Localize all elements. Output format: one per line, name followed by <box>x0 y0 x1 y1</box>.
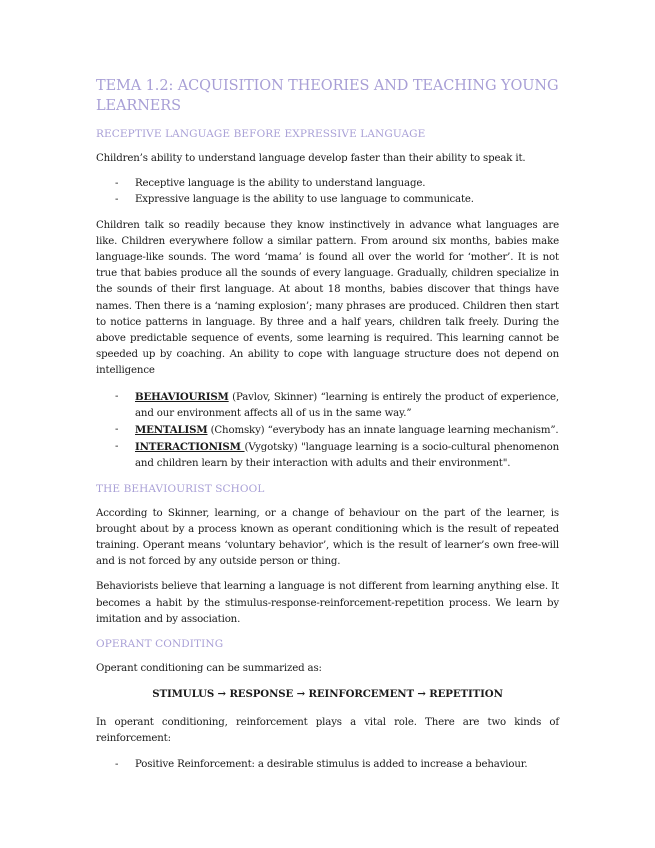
list-item-text: Receptive language is the ability to understand language. <box>135 178 426 190</box>
dash-bullet: - <box>115 390 119 402</box>
list-item <box>96 757 559 773</box>
list-item-text: Expressive language is the ability to use language to communicate. <box>135 194 474 206</box>
dash-bullet: - <box>115 194 119 206</box>
theory-item-interactionism <box>96 439 559 472</box>
reinforcement-list <box>96 757 559 773</box>
section-heading-operant: OPERANT CONDITING <box>96 638 224 651</box>
receptive-paragraph: Children talk so readily because they know instinctively in advance what languages are like. Children everywhere follow a similar pattern. From around six months, babies make language-like sounds. The word ‘mama’ is found all over the world for ‘mother’. It is not true that babies produce all the sounds of every language. Gradually, children specialize in the sounds of their first language. At about 18 months, babies discover that things have names. Then there is a ‘naming explosion’; many phrases are produced. Children then start to notice patterns in language. By three and a half years, children talk freely. During the above predictable sequence of events, some learning is required. This learning cannot be speeded up by coaching. An ability to cope with language structure does not depend on intelligence <box>96 219 559 377</box>
document-title: TEMA 1.2: ACQUISITION THEORIES AND TEACHING YOUNG LEARNERS <box>96 78 559 114</box>
theories-list <box>96 389 559 473</box>
behaviourist-paragraph-1: According to Skinner, learning, or a change of behaviour on the part of the learner, is brought about by a process known as operant conditioning which is the result of repeated training. Operant means ‘voluntary behavior’, which is the result of learner’s own free-will and is not forced by any outside person or thing. <box>96 507 559 568</box>
operant-paragraph: In operant conditioning, reinforcement plays a vital role. There are two kinds of reinforcement: <box>96 717 559 745</box>
list-item-text: Positive Reinforcement: a desirable stimulus is added to increase a behaviour. <box>135 758 528 770</box>
document-page <box>96 76 559 782</box>
theory-item-mentalism <box>96 422 559 439</box>
dash-bullet: - <box>115 424 119 436</box>
dash-bullet: - <box>115 441 119 453</box>
operant-formula: STIMULUS → RESPONSE → REINFORCEMENT → REPETITION <box>152 688 503 701</box>
dash-bullet: - <box>115 178 119 190</box>
behaviourist-paragraph-2: Behaviorists believe that learning a language is not different from learning anything else. It becomes a habit by the stimulus-response-reinforcement-repetition process. We learn by imitation and by association. <box>96 581 559 625</box>
section-heading-receptive: RECEPTIVE LANGUAGE BEFORE EXPRESSIVE LANGUAGE <box>96 128 426 140</box>
section-heading-behaviourist: THE BEHAVIOURIST SCHOOL <box>96 482 265 495</box>
theory-item-behaviourism <box>96 389 559 422</box>
theory-term: MENTALISM <box>135 424 208 437</box>
operant-intro: Operant conditioning can be summarized as: <box>96 663 322 675</box>
theory-description: (Pavlov, Skinner) “learning is entirely the product of experience, and our environment affects all of us in the same way.” <box>135 391 559 419</box>
dash-bullet: - <box>115 758 119 770</box>
theory-term: BEHAVIOURISM <box>135 390 229 403</box>
theory-term: INTERACTIONISM <box>135 441 245 454</box>
list-item <box>96 176 559 192</box>
theory-description: (Chomsky) “everybody has an innate language learning mechanism”. <box>207 425 559 437</box>
receptive-intro: Children’s ability to understand language develop faster than their ability to speak it. <box>96 153 526 164</box>
receptive-bullet-list <box>96 176 559 208</box>
list-item <box>96 192 559 208</box>
theory-description: (Vygotsky) "language learning is a socio-cultural phenomenon and children learn by their interaction with adults and their environment". <box>135 442 559 470</box>
